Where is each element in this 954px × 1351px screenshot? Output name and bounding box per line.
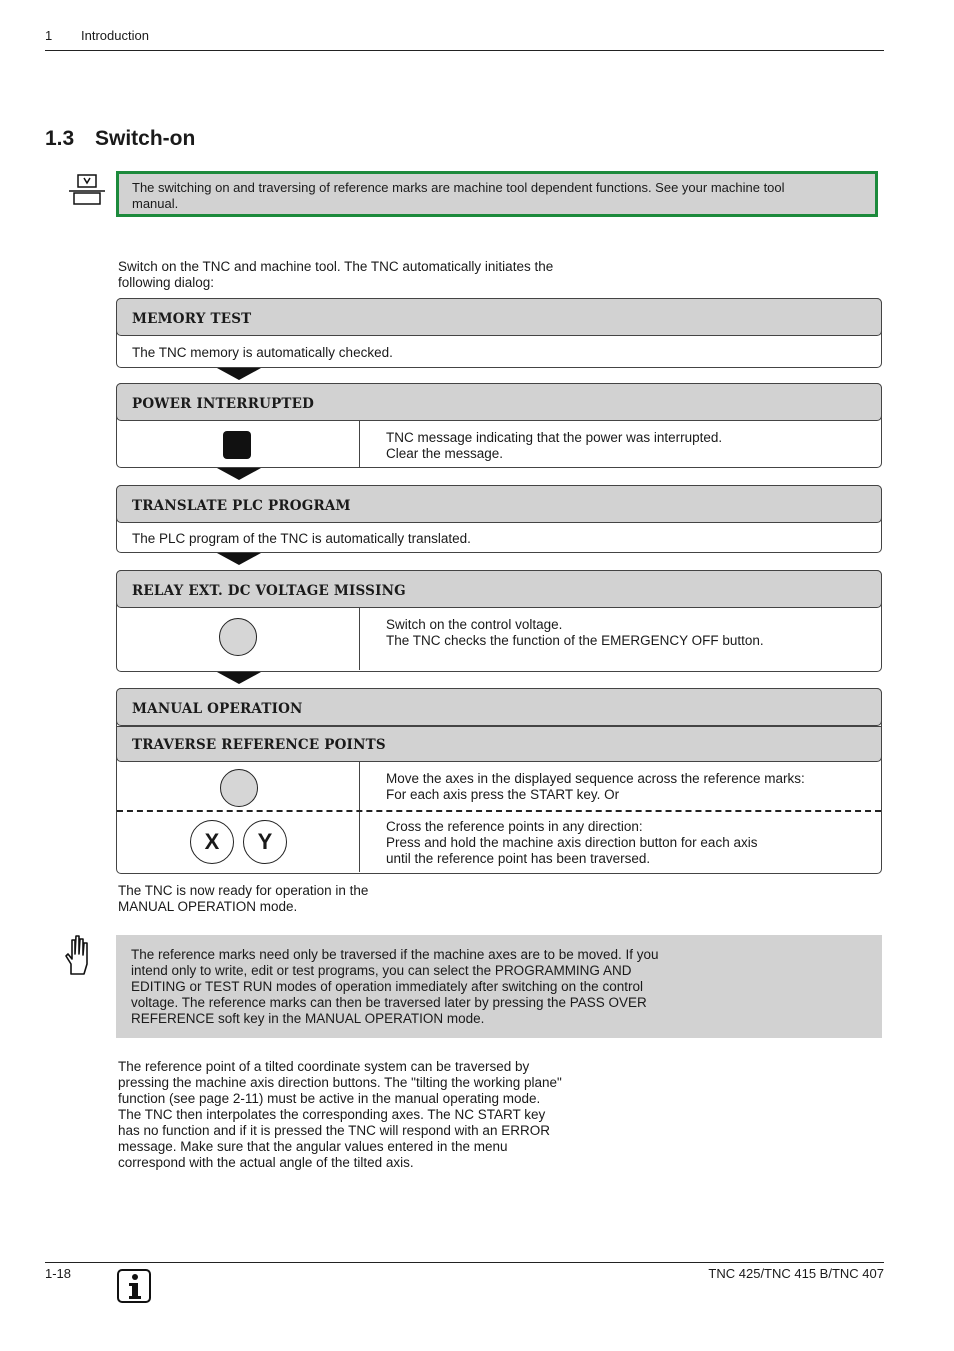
info-icon (117, 1269, 151, 1303)
hint-line: voltage. The reference marks can then be traversed later by pressing the PASS OVER (131, 995, 647, 1010)
machine-dependent-note (116, 171, 878, 217)
hand-icon (62, 934, 94, 981)
dialog-memory-test (116, 298, 882, 368)
intro-paragraph (118, 259, 553, 291)
dialog-title: POWER INTERRUPTED (116, 383, 882, 421)
dialog-translate-plc (116, 485, 882, 553)
flow-arrow (217, 468, 261, 480)
section-number: 1.3 (45, 127, 75, 150)
flow-arrow (217, 553, 261, 565)
hint-line: REFERENCE soft key in the MANUAL OPERATION mode. (131, 1011, 485, 1026)
tilted-line: has no function and if it is pressed the TNC will respond with an ERROR (118, 1123, 550, 1138)
machine-tool-icon (68, 174, 106, 211)
dialog-text-line: Cross the reference points in any direction: (386, 819, 643, 834)
chapter-title: Introduction (81, 28, 149, 43)
flow-arrow (217, 368, 261, 380)
dialog-text-line: The TNC checks the function of the EMERGENCY OFF button. (386, 633, 764, 648)
page-number: 1-18 (45, 1266, 72, 1281)
axis-y-key[interactable]: Y (243, 820, 287, 864)
dialog-text-line: Press and hold the machine axis direction button for each axis (386, 835, 758, 850)
section-title (45, 127, 195, 151)
dialog-power-interrupted (116, 383, 882, 468)
chapter-number: 1 (45, 28, 53, 43)
dialog-text-line: Switch on the control voltage. (386, 617, 563, 632)
dialog-title: RELAY EXT. DC VOLTAGE MISSING (116, 570, 882, 608)
hint-line: EDITING or TEST RUN modes of operation immediately after switching on the control (131, 979, 643, 994)
dialog-text-line: Clear the message. (386, 446, 504, 461)
tilted-line: function (see page 2-11) must be active in the manual operating mode. (118, 1091, 541, 1106)
header-rule (45, 50, 884, 51)
note-line: manual. (132, 196, 179, 211)
hint-line: intend only to write, edit or test programs, you can select the PROGRAMMING AND (131, 963, 632, 978)
control-voltage-key-icon[interactable] (219, 618, 257, 656)
column-divider (359, 608, 360, 670)
tilted-line: The reference point of a tilted coordinate system can be traversed by (118, 1059, 530, 1074)
ready-line: MANUAL OPERATION mode. (118, 899, 298, 914)
dialog-text: The TNC memory is automatically checked. (132, 345, 393, 360)
ready-line: The TNC is now ready for operation in the (118, 883, 369, 898)
dialog-text-line: until the reference point has been traversed. (386, 851, 651, 866)
intro-line: following dialog: (118, 275, 215, 290)
dialog-title: MANUAL OPERATION (116, 688, 882, 726)
ready-paragraph (118, 883, 368, 915)
start-key-icon[interactable] (220, 769, 258, 807)
dialog-manual-operation (116, 688, 882, 874)
tilted-paragraph (118, 1059, 562, 1171)
footer-rule (45, 1262, 884, 1263)
intro-line: Switch on the TNC and machine tool. The TNC automatically initiates the (118, 259, 554, 274)
dialog-text-line: TNC message indicating that the power was interrupted. (386, 430, 723, 445)
flow-arrow (217, 672, 261, 684)
tilted-line: pressing the machine axis direction buttons. The "tilting the working plane" (118, 1075, 562, 1090)
dialog-relay-voltage (116, 570, 882, 672)
tilted-line: message. Make sure that the angular values entered in the menu (118, 1139, 508, 1154)
dialog-text-line: Move the axes in the displayed sequence across the reference marks: (386, 771, 805, 786)
tilted-line: correspond with the actual angle of the tilted axis. (118, 1155, 414, 1170)
dialog-text-line: For each axis press the START key. Or (386, 787, 620, 802)
note-line: The switching on and traversing of reference marks are machine tool dependent functions. See your machine tool (132, 180, 785, 195)
dialog-text: The PLC program of the TNC is automatically translated. (132, 531, 471, 546)
dialog-title: MEMORY TEST (116, 298, 882, 336)
dialog-subtitle: TRAVERSE REFERENCE POINTS (116, 726, 882, 762)
model-name: TNC 425/TNC 415 B/TNC 407 (708, 1266, 884, 1281)
dashed-divider (117, 810, 881, 812)
axis-x-key[interactable]: X (190, 820, 234, 864)
hint-line: The reference marks need only be traversed if the machine axes are to be moved. If you (131, 947, 659, 962)
dialog-title: TRANSLATE PLC PROGRAM (116, 485, 882, 523)
clear-key-icon[interactable] (223, 431, 251, 459)
hint-note (116, 935, 882, 1038)
column-divider (359, 762, 360, 872)
section-name: Switch-on (95, 127, 196, 150)
tilted-line: The TNC then interpolates the corresponding axes. The NC START key (118, 1107, 546, 1122)
column-divider (359, 421, 360, 467)
